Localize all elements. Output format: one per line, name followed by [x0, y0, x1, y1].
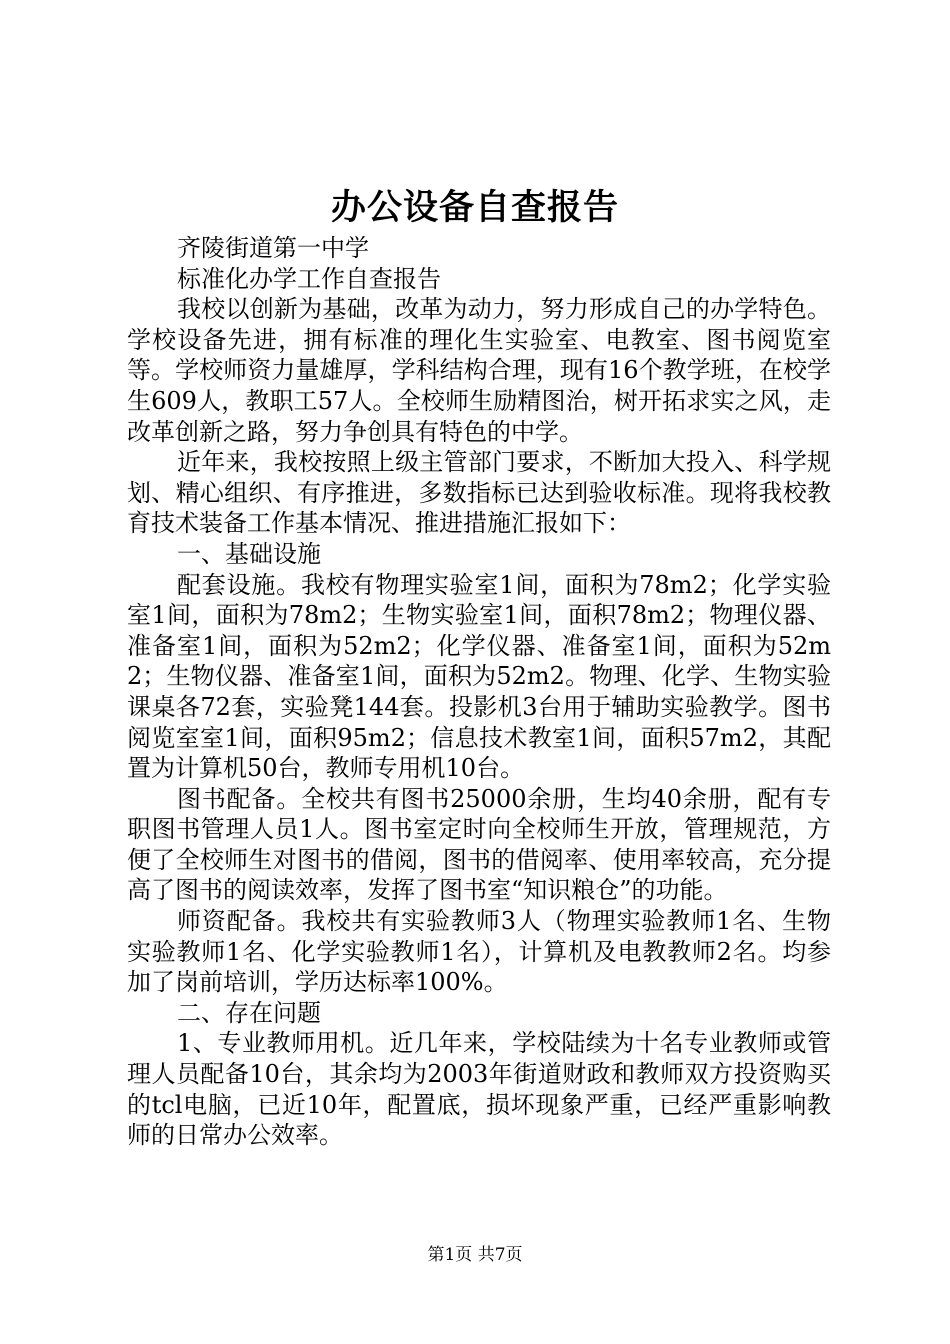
paragraph-problem-1: 1、专业教师用机。近几年来，学校陆续为十名专业教师或管理人员配备10台，其余均为2003年街道财政和教师双方投资购买的tcl电脑，已近10年，配置底，损坏现象严重，已经严重影响教师的日常办公效率。 [127, 1029, 831, 1150]
document-title: 办公设备自查报告 [330, 187, 619, 228]
paragraph-facilities: 配套设施。我校有物理实验室1间，面积为78m2；化学实验室1间，面积为78m2；生物实验室1间，面积78m2；物理仪器、准备室1间，面积为52m2；化学仪器、准备室1间，面积为52m2；生物仪器、准备室1间，面积为52m2。物理、化学、生物实验课桌各72套，实验凳144套。投影机3台用于辅助实验教学。图书阅览室室1间，面积95m2；信息技术教室1间，面积57m2，其配置为计算机50台，教师专用机10台。 [127, 570, 831, 783]
school-name: 齐陵街道第一中学 [177, 234, 369, 262]
paragraph-books: 图书配备。全校共有图书25000余册，生均40余册，配有专职图书管理人员1人。图书室定时向全校师生开放，管理规范，方便了全校师生对图书的借阅，图书的借阅率、使用率较高，充分提高了图书的阅读效率，发挥了图书室“知识粮仓”的功能。 [127, 784, 831, 905]
paragraph-staff: 师资配备。我校共有实验教师3人（物理实验教师1名、生物实验教师1名、化学实验教师1名），计算机及电教教师2名。均参加了岗前培训，学历达标率100%。 [127, 907, 831, 997]
paragraph-intro: 我校以创新为基础，改革为动力，努力形成自己的办学特色。学校设备先进，拥有标准的理化生实验室、电教室、图书阅览室等。学校师资力量雄厚，学科结构合理，现有16个教学班，在校学生609人，教职工57人。全校师生励精图治，树开拓求实之风，走改革创新之路，努力争创具有特色的中学。 [127, 295, 831, 446]
paragraph-overview: 近年来，我校按照上级主管部门要求，不断加大投入、科学规划、精心组织、有序推进，多数指标已达到验收标准。现将我校教育技术装备工作基本情况、推进措施汇报如下： [127, 448, 831, 538]
report-subtitle: 标准化办学工作自查报告 [177, 264, 441, 293]
document-body [127, 233, 831, 1151]
section-heading-problems: 二、存在问题 [177, 998, 321, 1027]
page-number-footer: 第1页 共7页 [427, 1245, 523, 1265]
section-heading-infrastructure: 一、基础设施 [177, 539, 321, 568]
